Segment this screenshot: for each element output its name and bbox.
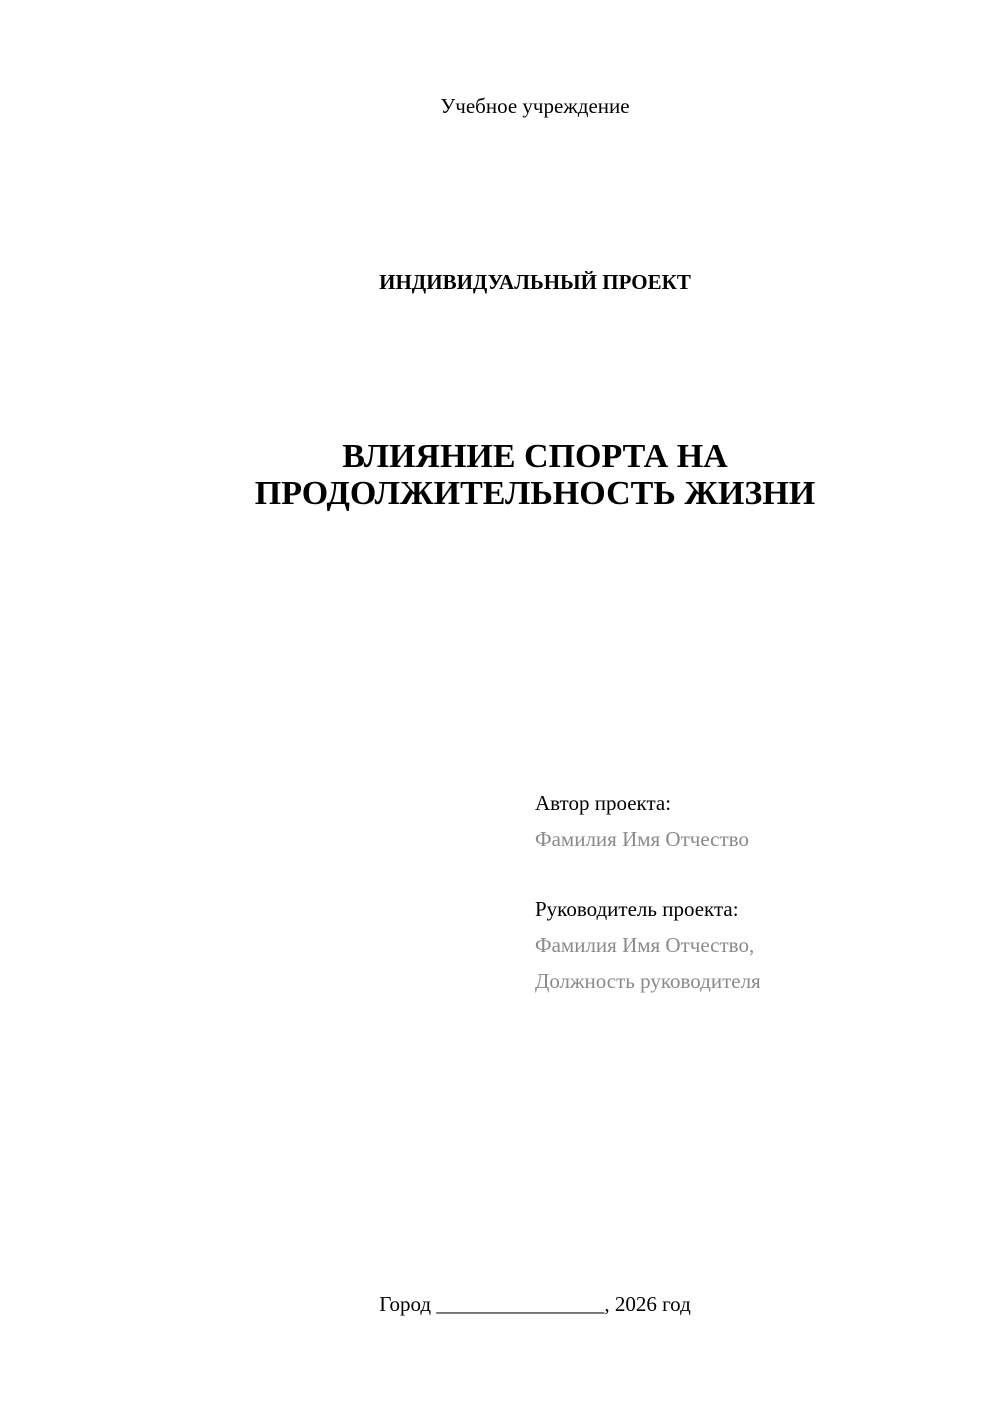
supervisor-name: Фамилия Имя Отчество, [535,933,755,957]
city-year-footer: Город ________________, 2026 год [379,1292,691,1316]
author-label: Автор проекта: [535,791,672,815]
project-title [0,438,1000,512]
supervisor-position: Должность руководителя [535,969,761,993]
project-type-heading: ИНДИВИДУАЛЬНЫЙ ПРОЕКТ [379,270,691,294]
author-block [535,785,749,857]
project-title-line-1: ВЛИЯНИЕ СПОРТА НА [342,438,728,475]
project-title-line-2: ПРОДОЛЖИТЕЛЬНОСТЬ ЖИЗНИ [254,475,816,512]
institution-name: Учебное учреждение [440,94,630,118]
author-name: Фамилия Имя Отчество [535,827,749,851]
supervisor-label: Руководитель проекта: [535,897,739,921]
supervisor-block [535,891,761,999]
